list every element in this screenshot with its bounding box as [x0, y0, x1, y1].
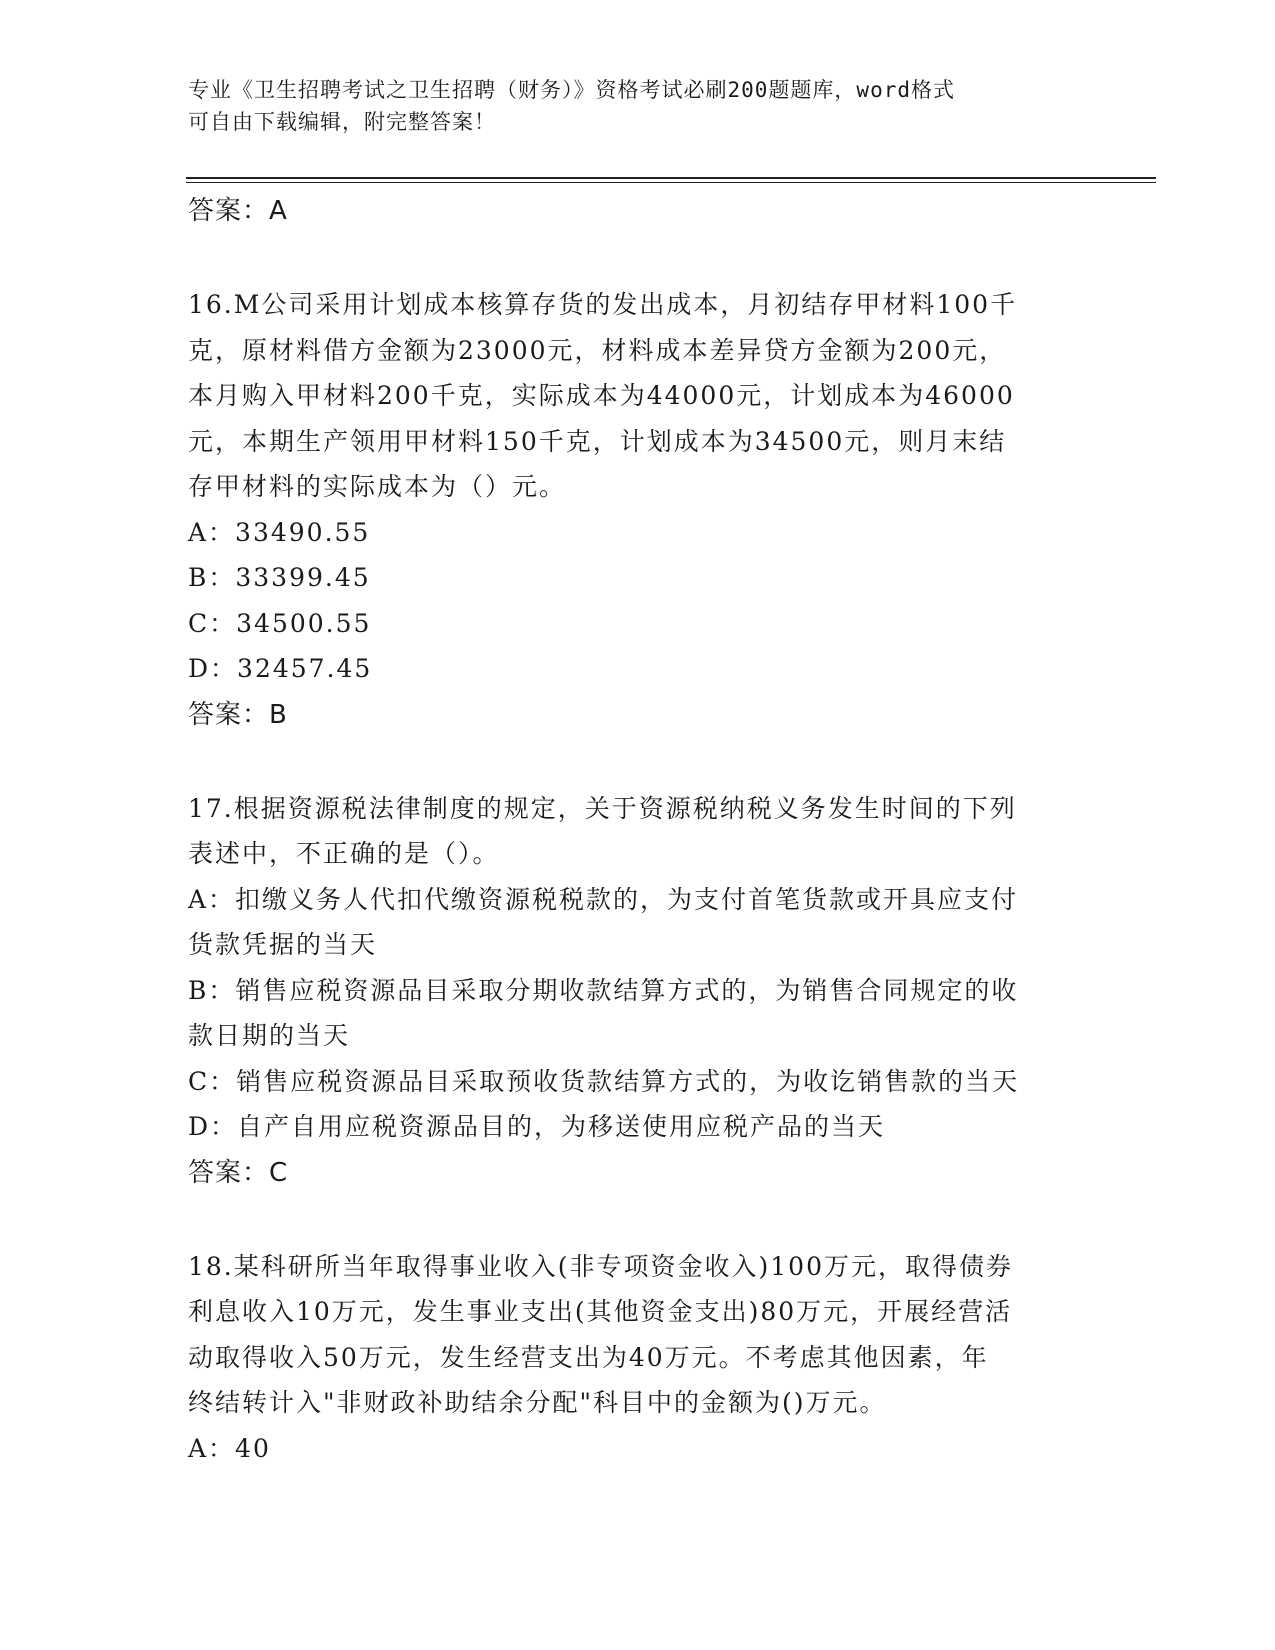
- question-16-option-a: A：33490.55: [188, 517, 371, 547]
- question-17-stem-line-2: 表述中，不正确的是（）。: [188, 839, 500, 868]
- question-17-stem-line-1: 17.根据资源税法律制度的规定，关于资源税纳税义务发生时间的下列: [188, 793, 1017, 823]
- question-18-stem-line-1: 18.某科研所当年取得事业收入(非专项资金收入)100万元，取得债券: [188, 1251, 1013, 1281]
- question-16-option-b: B：33399.45: [188, 563, 371, 592]
- question-spacer: [188, 738, 1088, 786]
- question-16-stem-line-2: 克，原材料借方金额为23000元，材料成本差异贷方金额为200元，: [188, 335, 1007, 365]
- question-18-stem-line-4: 终结转计入"非财政补助结余分配"科目中的金额为()万元。: [188, 1388, 887, 1417]
- question-18: [188, 1244, 1088, 1472]
- question-17-option-a-line-1: A：扣缴义务人代扣代缴资源税税款的，为支付首笔货款或开具应支付: [188, 884, 1019, 914]
- question-18-option-a: A：40: [188, 1433, 271, 1463]
- header-rule: [186, 177, 1156, 179]
- question-17-option-d: D：自产自用应税资源品目的，为移送使用应税产品的当天: [188, 1112, 886, 1141]
- question-17: [188, 786, 1088, 1196]
- question-content: [188, 188, 1088, 1471]
- answer-15: 答案：A: [188, 196, 288, 226]
- question-18-stem-line-2: 利息收入10万元，发生事业支出(其他资金支出)80万元，开展经营活: [188, 1297, 1013, 1326]
- question-16: [188, 282, 1088, 738]
- question-16-option-d: D：32457.45: [188, 654, 373, 683]
- question-18-stem-line-3: 动取得收入50万元，发生经营支出为40万元。不考虑其他因素，年: [188, 1342, 989, 1372]
- question-16-stem-line-1: 16.M公司采用计划成本核算存货的发出成本，月初结存甲材料100千: [188, 290, 1018, 319]
- header-rule-thin: [186, 182, 1156, 183]
- header-line-2: 可自由下载编辑，附完整答案！: [188, 110, 496, 134]
- question-16-stem-line-3: 本月购入甲材料200千克，实际成本为44000元，计划成本为46000: [188, 381, 1015, 410]
- question-17-option-a-line-2: 货款凭据的当天: [188, 930, 378, 959]
- question-16-answer: 答案：B: [188, 699, 288, 730]
- question-16-stem-line-5: 存甲材料的实际成本为（）元。: [188, 472, 567, 501]
- page-header: [188, 74, 1068, 138]
- question-17-answer: 答案：C: [188, 1157, 289, 1188]
- question-16-option-c: C：34500.55: [188, 608, 372, 638]
- header-line-1: 专业《卫生招聘考试之卫生招聘（财务）》资格考试必刷200题题库，word格式: [188, 78, 955, 102]
- question-16-stem-line-4: 元，本期生产领用甲材料150千克，计划成本为34500元，则月末结: [188, 426, 1007, 456]
- question-17-option-b-line-1: B：销售应税资源品目采取分期收款结算方式的，为销售合同规定的收: [188, 975, 1019, 1005]
- question-17-option-b-line-2: 款日期的当天: [188, 1021, 351, 1050]
- question-17-option-c: C：销售应税资源品目采取预收货款结算方式的，为收讫销售款的当天: [188, 1066, 1020, 1096]
- question-spacer: [188, 1196, 1088, 1244]
